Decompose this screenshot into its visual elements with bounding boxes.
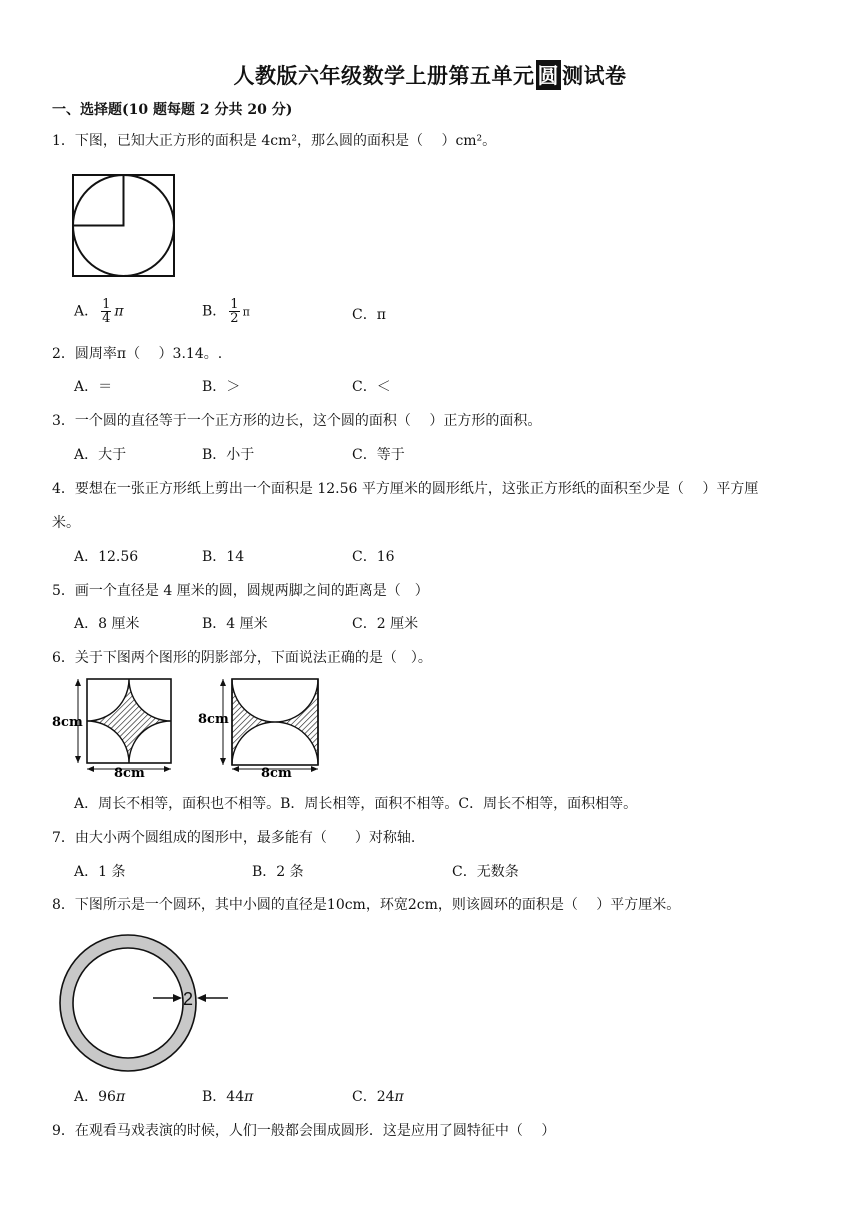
question-3-text: 3．一个圆的直径等于一个正方形的边长，这个圆的面积（ ）正方形的面积。 [52, 413, 542, 429]
q5-option-a[interactable]: A．8 厘米 [74, 616, 140, 632]
question-6-text: 6．关于下图两个图形的阴影部分，下面说法正确的是（ ）。 [52, 650, 432, 666]
q2-option-c[interactable]: C．＜ [352, 379, 391, 395]
q5-option-c[interactable]: C．2 厘米 [352, 616, 419, 632]
q6-figure-2 [198, 676, 323, 780]
question-2-text: 2．圆周率π（ ）3.14。. [52, 346, 223, 362]
question-1-text: 1．下图，已知大正方形的面积是 4cm²，那么圆的面积是（ ）cm²。 [52, 133, 497, 149]
q8-ring-figure [58, 936, 233, 1072]
title-boxed-char: 圆 [536, 60, 562, 90]
question-7-text: 7．由大小两个圆组成的图形中，最多能有（ ）对称轴. [52, 830, 416, 846]
q1-option-c[interactable]: C．π [352, 307, 386, 323]
question-8-text: 8．下图所示是一个圆环，其中小圆的直径是10cm，环宽2cm，则该圆环的面积是（ ）平方厘米。 [52, 897, 681, 913]
q4-option-b[interactable]: B．14 [202, 549, 245, 565]
section-heading: 一、选择题(10 题每题 2 分共 20 分) [52, 102, 293, 118]
q6-fig1-bottom-label: 8cm [114, 766, 145, 781]
q1-option-a[interactable]: A． $\frac{1}{4}$ π [74, 297, 124, 326]
q4-option-a[interactable]: A．12.56 [74, 549, 139, 565]
q8-option-b[interactable]: B．44π [202, 1089, 254, 1105]
question-4-text-line2: 米。 [52, 515, 80, 531]
q8-option-c[interactable]: C．24π [352, 1089, 404, 1105]
q6-fig2-side-label: 8cm [198, 712, 229, 727]
q7-option-a[interactable]: A．1 条 [74, 864, 126, 880]
q6-options[interactable]: A．周长不相等，面积也不相等。B．周长相等，面积不相等。C．周长不相等，面积相等。 [74, 796, 638, 812]
q8-ring-width-label: 2 [183, 989, 194, 1009]
q7-option-b[interactable]: B．2 条 [252, 864, 304, 880]
q6-fig1-side-label: 8cm [52, 715, 83, 730]
question-5-text: 5．画一个直径是 4 厘米的圆，圆规两脚之间的距离是（ ） [52, 583, 429, 599]
q6-figure-1 [50, 676, 175, 780]
q2-option-a[interactable]: A．＝ [74, 379, 113, 395]
q3-option-a[interactable]: A．大于 [74, 447, 127, 463]
page-title: 人教版六年级数学上册第五单元 圆 测试卷 [0, 60, 860, 90]
question-4-text-line1: 4．要想在一张正方形纸上剪出一个面积是 12.56 平方厘米的圆形纸片，这张正方形纸的面积至少是（ ）平方厘 [52, 481, 759, 497]
q8-option-a[interactable]: A．96π [74, 1089, 126, 1105]
q1-figure-square-circle [72, 174, 176, 278]
q7-option-c[interactable]: C．无数条 [452, 864, 519, 880]
q2-option-b[interactable]: B．＞ [202, 379, 241, 395]
q4-option-c[interactable]: C．16 [352, 549, 395, 565]
question-9-text: 9．在观看马戏表演的时候，人们一般都会围成圆形．这是应用了圆特征中（ ） [52, 1123, 556, 1139]
q3-option-b[interactable]: B．小于 [202, 447, 255, 463]
q5-option-b[interactable]: B．4 厘米 [202, 616, 268, 632]
q6-fig2-bottom-label: 8cm [261, 766, 292, 781]
q1-option-b[interactable]: B． $\frac{1}{2}$ π [202, 297, 250, 326]
q3-option-c[interactable]: C．等于 [352, 447, 405, 463]
